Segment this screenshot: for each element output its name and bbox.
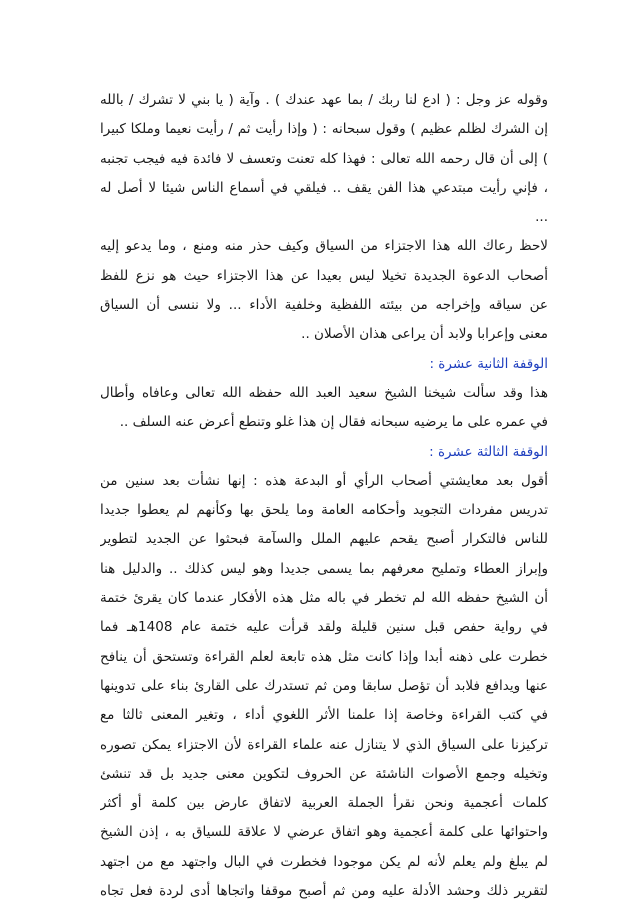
paragraph-line: ...	[535, 209, 548, 226]
paragraph-line: وإبراز العطاء وتمليح معرفهم بما يسمى جديدا وهو ليس كذلك .. والدليل هنا	[100, 560, 548, 577]
paragraph-line: أن الشيخ حفظه الله لم تخطر في باله مثل هذه الأفكار عندما كان يقرئ ختمة	[100, 590, 548, 607]
paragraph-line: للناس فالتكرار أصبح يقحم عليهم الملل والسآمة فبحثوا عن الجديد لتطوير	[100, 531, 548, 548]
paragraph-line: في رواية حفص قبل سنين قليلة ولقد قرأت عليه ختمة عام 1408هـ فما	[100, 619, 548, 636]
document-page	[100, 86, 548, 906]
paragraph-line: تدريس مفردات التجويد وأحكامه العامة وما يلحق بها وكأنهم لم يعطوا جديدا	[100, 502, 548, 519]
paragraph-line: ) إلى أن قال رحمه الله تعالى : فهذا كله تعنت وتعسف لا فائدة فيه فيجب تجنبه	[100, 150, 548, 167]
paragraph-line: واحتوائها على كلمة أعجمية وهو اتفاق عرضي لا علاقة للسياق به ، إذن الشيخ	[100, 824, 548, 841]
paragraph-line: معنى وإعرابا ولابد أن يراعى هذان الأصلان ..	[301, 326, 548, 343]
paragraph-line: عنها ويدافع فلابد أن تؤصل سابقا ومن ثم تستدرك على القارئ بناء على تدوينها	[100, 677, 548, 694]
paragraph-line: إن الشرك لظلم عظيم ) وقول سبحانه : ( وإذا رأيت ثم / رأيت نعيما وملكا كبيرا	[100, 121, 548, 138]
paragraph-line: ، فإني رأيت مبتدعي هذا الفن يقف .. فيلقي في أسماع الناس شيئا لا أصل له	[100, 179, 548, 196]
paragraph-line: كلمات أعجمية ونحن نقرأ الجملة العربية لاتفاق عارض بين كلمة أو أكثر	[100, 795, 548, 812]
section-heading: الوقفة الثالثة عشرة :	[429, 443, 548, 460]
paragraph-line: تركيزنا على السياق الذي لا يتنازل عنه علماء القراءة لأن الاجتزاء يمكن تصوره	[100, 736, 548, 753]
paragraph-line: في عمره على ما يرضيه سبحانه فقال إن هذا غلو وتنطع أعرض عنه السلف ..	[119, 414, 548, 431]
paragraph-line: لم يبلغ ولم يعلم لأنه لم يكن موجودا فخطرت في البال واجتهد مع من اجتهد	[100, 853, 548, 870]
section-heading: الوقفة الثانية عشرة :	[429, 355, 548, 372]
paragraph-line: خطرت على ذهنه أبدا وإذا كانت مثل هذه تابعة لعلم القراءة وتستحق أن ينافح	[100, 648, 548, 665]
paragraph-line: وتخيله وجمع الأصوات الناشئة عن الحروف لتكوين معنى جديد بل قد تنشئ	[100, 765, 548, 782]
paragraph-line: لاحظ رعاك الله هذا الاجتزاء من السياق وكيف حذر منه ومنع ، وما يدعو إليه	[100, 238, 548, 255]
paragraph-line: وقوله عز وجل : ( ادع لنا ربك / بما عهد عندك ) . وآية ( يا بني لا تشرك / بالله	[100, 92, 548, 108]
paragraph-line: في كتب القراءة وخاصة إذا علمنا الأثر اللغوي أداء ، وتغير المعنى ثالثا مع	[100, 707, 548, 724]
paragraph-line: أقول بعد معايشتي أصحاب الرأي أو البدعة هذه : إنها نشأت بعد سنين من	[100, 472, 548, 489]
paragraph-line: عن سياقه وإخراجه من بيئته اللفظية وخلفية الأداء ... ولا ننسى أن السياق	[100, 297, 548, 314]
paragraph-line: هذا وقد سألت شيخنا الشيخ سعيد العبد الله حفظه الله تعالى وعافاه وأطال	[100, 384, 548, 401]
paragraph-line: لتقرير ذلك وحشد الأدلة عليه ومن ثم أصبح موقفا واتجاها أدى لردة فعل تجاه	[100, 883, 548, 900]
paragraph-line: أصحاب الدعوة الجديدة تخيلا ليس بعيدا عن هذا الاجتزاء حيث هو نزع للفظ	[100, 267, 548, 284]
